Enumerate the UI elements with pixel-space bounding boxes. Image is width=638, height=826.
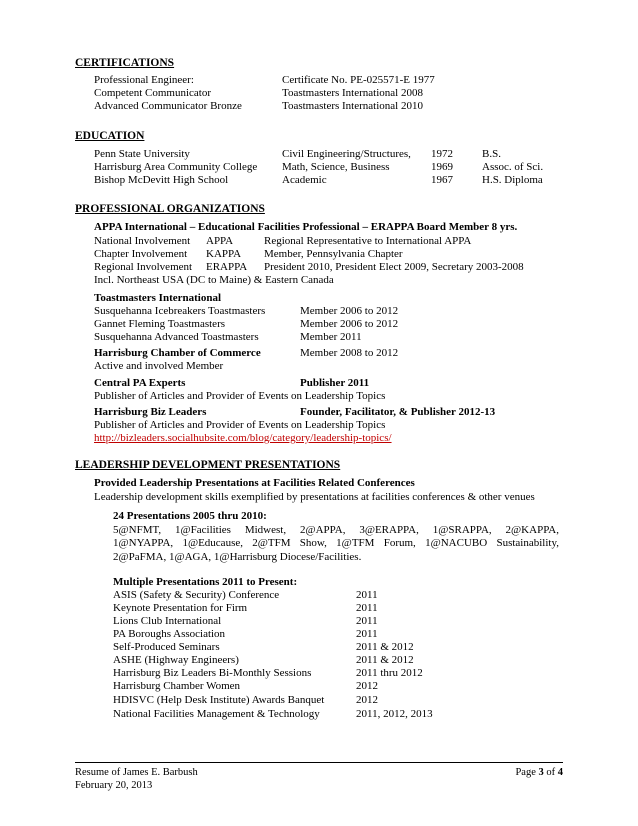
- presentation-years: 2011 thru 2012: [356, 667, 423, 679]
- club-name: Susquehanna Icebreakers Toastmasters: [94, 305, 266, 317]
- presentation-years: 2011, 2012, 2013: [356, 708, 433, 720]
- presentation-years: 2012: [356, 694, 378, 706]
- presentation-years: 2011: [356, 615, 378, 627]
- leadership-subheading: Provided Leadership Presentations at Facilities Related Conferences: [94, 477, 415, 489]
- footer-name: Resume of James E. Barbush: [75, 767, 198, 778]
- block1-line: 2@PaFMA, 1@AGA, 1@Harrisburg Diocese/Facilities.: [113, 551, 362, 563]
- appa-region: Incl. Northeast USA (DC to Maine) & Eastern Canada: [94, 274, 334, 286]
- cpa-note: Publisher of Articles and Provider of Events on Leadership Topics: [94, 390, 386, 402]
- chamber-note: Active and involved Member: [94, 360, 224, 372]
- chamber-title: Harrisburg Chamber of Commerce: [94, 347, 261, 359]
- footer-date: February 20, 2013: [75, 780, 153, 791]
- involvement-level: National Involvement: [94, 235, 191, 247]
- block2-title: Multiple Presentations 2011 to Present:: [113, 576, 298, 588]
- edu-year: 1969: [431, 161, 453, 173]
- involvement-org: APPA: [206, 235, 234, 247]
- toastmasters-title: Toastmasters International: [94, 292, 222, 304]
- presentation-years: 2012: [356, 680, 378, 692]
- edu-field: Math, Science, Business: [282, 161, 390, 173]
- presentation-years: 2011: [356, 602, 378, 614]
- block1-title: 24 Presentations 2005 thru 2010:: [113, 510, 267, 522]
- cert-detail: Certificate No. PE-025571-E 1977: [282, 74, 435, 86]
- edu-year: 1972: [431, 148, 453, 160]
- cert-name: Professional Engineer:: [94, 74, 194, 86]
- cert-detail: Toastmasters International 2008: [282, 87, 423, 99]
- presentation-event: Harrisburg Chamber Women: [113, 680, 241, 692]
- edu-field: Civil Engineering/Structures,: [282, 148, 411, 160]
- presentation-years: 2011: [356, 589, 378, 601]
- presentation-event: Harrisburg Biz Leaders Bi-Monthly Sessions: [113, 667, 312, 679]
- edu-degree: H.S. Diploma: [482, 174, 543, 186]
- presentation-event: Self-Produced Seminars: [113, 641, 220, 653]
- certifications-heading: CERTIFICATIONS: [75, 57, 175, 69]
- cert-name: Competent Communicator: [94, 87, 212, 99]
- presentation-event: Lions Club International: [113, 615, 222, 627]
- bizleaders-link[interactable]: http://bizleaders.socialhubsite.com/blog/category/leadership-topics/: [94, 432, 392, 444]
- bizleaders-title: Harrisburg Biz Leaders: [94, 406, 207, 418]
- involvement-level: Chapter Involvement: [94, 248, 188, 260]
- block1-line: 5@NFMT, 1@Facilities Midwest, 2@APPA, 3@ERAPPA, 1@SRAPPA, 2@KAPPA,: [113, 524, 559, 536]
- presentation-years: 2011 & 2012: [356, 641, 414, 653]
- page-of: of: [543, 767, 558, 778]
- cert-detail: Toastmasters International 2010: [282, 100, 423, 112]
- edu-degree: B.S.: [482, 148, 501, 160]
- edu-school: Bishop McDevitt High School: [94, 174, 229, 186]
- involvement-org: ERAPPA: [206, 261, 248, 273]
- footer-divider: [75, 762, 563, 763]
- cert-name: Advanced Communicator Bronze: [94, 100, 242, 112]
- bizleaders-note: Publisher of Articles and Provider of Events on Leadership Topics: [94, 419, 386, 431]
- involvement-role: Regional Representative to International APPA: [264, 235, 472, 247]
- bizleaders-role: Founder, Facilitator, & Publisher 2012-13: [300, 406, 496, 418]
- page-total: 4: [557, 767, 563, 778]
- edu-school: Harrisburg Area Community College: [94, 161, 258, 173]
- club-status: Member 2006 to 2012: [300, 305, 399, 317]
- club-status: Member 2006 to 2012: [300, 318, 399, 330]
- presentation-event: National Facilities Management & Technology: [113, 708, 320, 720]
- leadership-intro: Leadership development skills exemplified by presentations at facilities conferences & other venues: [94, 491, 535, 503]
- involvement-role: Member, Pennsylvania Chapter: [264, 248, 403, 260]
- education-heading: EDUCATION: [75, 130, 145, 142]
- club-name: Susquehanna Advanced Toastmasters: [94, 331, 259, 343]
- edu-school: Penn State University: [94, 148, 190, 160]
- presentation-event: Keynote Presentation for Firm: [113, 602, 248, 614]
- presentation-years: 2011: [356, 628, 378, 640]
- edu-field: Academic: [282, 174, 327, 186]
- edu-degree: Assoc. of Sci.: [482, 161, 544, 173]
- presentation-event: ASHE (Highway Engineers): [113, 654, 239, 666]
- cpa-role: Publisher 2011: [300, 377, 370, 389]
- club-name: Gannet Fleming Toastmasters: [94, 318, 226, 330]
- involvement-role: President 2010, President Elect 2009, Secretary 2003-2008: [264, 261, 524, 273]
- page-number: [515, 766, 563, 779]
- page-current: 3: [538, 767, 544, 778]
- involvement-org: KAPPA: [206, 248, 242, 260]
- involvement-level: Regional Involvement: [94, 261, 193, 273]
- presentation-event: ASIS (Safety & Security) Conference: [113, 589, 280, 601]
- club-status: Member 2011: [300, 331, 362, 343]
- page-prefix: Page: [515, 767, 539, 778]
- presentation-event: PA Boroughs Association: [113, 628, 226, 640]
- cpa-title: Central PA Experts: [94, 377, 186, 389]
- chamber-status: Member 2008 to 2012: [300, 347, 399, 359]
- block1-line: 1@NYAPPA, 1@Educause, 2@TFM Show, 1@TFM Forum, 1@NACUBO Sustainability,: [113, 537, 559, 549]
- presentation-years: 2011 & 2012: [356, 654, 414, 666]
- leadership-heading: LEADERSHIP DEVELOPMENT PRESENTATIONS: [75, 459, 341, 471]
- appa-title: APPA International – Educational Facilities Professional – ERAPPA Board Member 8 yrs.: [94, 221, 518, 233]
- presentation-event: HDISVC (Help Desk Institute) Awards Banquet: [113, 694, 325, 706]
- edu-year: 1967: [431, 174, 453, 186]
- organizations-heading: PROFESSIONAL ORGANIZATIONS: [75, 203, 265, 215]
